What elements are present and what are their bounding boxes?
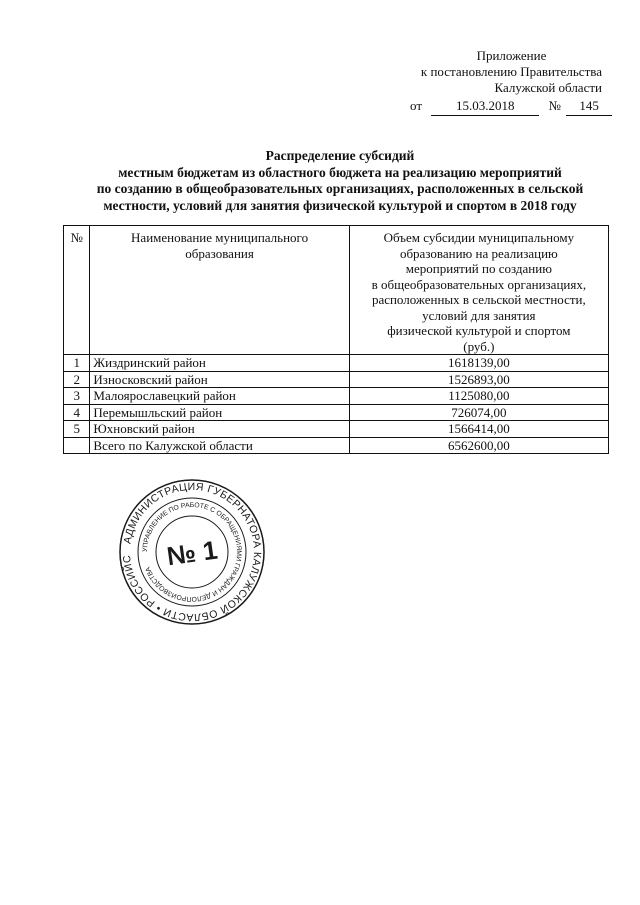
row-name: Износковский район: [90, 371, 349, 388]
row-num: 4: [64, 404, 90, 421]
official-seal: [118, 478, 266, 626]
table-row: [64, 371, 609, 388]
appendix-label: Приложение: [476, 48, 547, 63]
row-amount: 726074,00: [349, 404, 608, 421]
header-amount-line: (руб.): [463, 338, 495, 354]
header-amount-line: расположенных в сельской местности,: [371, 292, 586, 307]
title-line-1: Распределение субсидий: [265, 148, 415, 163]
total-name: Всего по Калужской области: [90, 437, 349, 454]
row-num: 5: [64, 421, 90, 438]
header-name-line: образования: [185, 245, 254, 261]
title-line-2: местным бюджетам из областного бюджета на реализацию мероприятий: [118, 164, 562, 180]
number-prefix: №: [548, 98, 561, 113]
row-name: Жиздринский район: [90, 355, 349, 372]
appendix-decree: к постановлению Правительства: [420, 64, 602, 79]
header-amount-line: Объем субсидии муниципальному: [383, 230, 575, 245]
header-amount-line: в общеобразовательных организациях,: [371, 276, 587, 292]
seal-graphic: [118, 478, 266, 626]
seal-number: № 1: [164, 534, 220, 572]
title-line-4: местности, условий для занятия физической культурой и спортом в 2018 году: [103, 197, 577, 213]
decree-date: 15.03.2018: [431, 98, 539, 116]
seal-outer-textpath: АДМИНИСТРАЦИЯ ГУБЕРНАТОРА КАЛУЖСКОЙ ОБЛАСТИ • РОССИЙС: [120, 480, 264, 624]
row-num: 3: [64, 388, 90, 405]
header-num: №: [64, 226, 90, 355]
decree-date-line: [410, 98, 612, 116]
total-num: [64, 437, 90, 454]
header-amount-line: образованию на реализацию: [399, 245, 558, 261]
seal-inner-textpath: УПРАВЛЕНИЕ ПО РАБОТЕ С ОБРАЩЕНИЯМИ ГРАЖДАН И ДЕЛОПРОИЗВОДСТВА: [141, 501, 243, 603]
header-amount-line: физической культурой и спортом: [387, 323, 571, 338]
table-row: [64, 355, 609, 372]
date-prefix: от: [410, 98, 423, 113]
row-name: Малоярославецкий район: [90, 388, 349, 405]
table-header-row: [64, 226, 609, 355]
table-total-row: [64, 437, 609, 454]
row-amount: 1618139,00: [349, 355, 608, 372]
row-amount: 1566414,00: [349, 421, 608, 438]
row-name: Перемышльский район: [90, 404, 349, 421]
appendix-block: [421, 48, 602, 96]
total-amount: 6562600,00: [349, 437, 608, 454]
table-row: [64, 404, 609, 421]
subsidy-table: [63, 225, 609, 454]
table-row: [64, 421, 609, 438]
document-title: [60, 148, 620, 214]
row-amount: 1125080,00: [349, 388, 608, 405]
decree-number: 145: [566, 98, 612, 116]
header-name: [90, 226, 349, 355]
row-name: Юхновский район: [90, 421, 349, 438]
header-amount-line: мероприятий по созданию: [405, 261, 552, 276]
header-amount: [349, 226, 608, 355]
appendix-region: Калужской области: [494, 80, 602, 95]
title-line-3: по созданию в общеобразовательных организациях, расположенных в сельской: [96, 181, 584, 196]
row-num: 1: [64, 355, 90, 372]
table-row: [64, 388, 609, 405]
header-name-line: Наименование муниципального: [131, 230, 309, 245]
row-num: 2: [64, 371, 90, 388]
header-amount-line: условий для занятия: [422, 307, 536, 323]
row-amount: 1526893,00: [349, 371, 608, 388]
